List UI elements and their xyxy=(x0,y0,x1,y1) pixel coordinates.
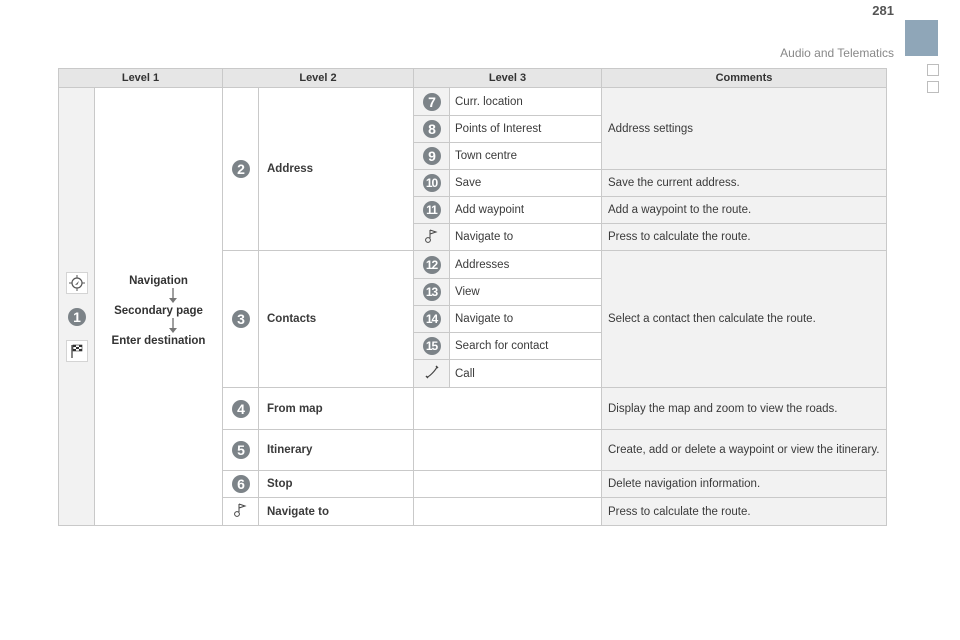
header-level3: Level 3 xyxy=(414,69,602,88)
level2-badge: 2 xyxy=(232,160,250,178)
header-row xyxy=(59,69,887,88)
level3-addresses: Addresses xyxy=(450,251,602,279)
level3-empty xyxy=(414,388,602,430)
level3-badge: 15 xyxy=(423,337,441,355)
comment-stop: Delete navigation information. xyxy=(602,471,887,498)
level2-badge: 3 xyxy=(232,310,250,328)
level2-address: Address xyxy=(259,88,414,251)
level2-badge-cell xyxy=(223,251,259,388)
level3-save: Save xyxy=(450,170,602,197)
comment-navigate-address: Press to calculate the route. xyxy=(602,224,887,251)
checkered-flag-icon xyxy=(66,340,88,362)
level3-navigate-to-contact: Navigate to xyxy=(450,306,602,333)
page-number: 281 xyxy=(872,3,894,18)
section-title: Audio and Telematics xyxy=(780,46,894,60)
level3-town-centre: Town centre xyxy=(450,143,602,170)
level3-badge: 9 xyxy=(423,147,441,165)
level3-badge: 11 xyxy=(423,201,441,219)
level3-badge: 10 xyxy=(423,174,441,192)
comment-save: Save the current address. xyxy=(602,170,887,197)
level3-badge: 12 xyxy=(423,256,441,274)
corner-square-icon xyxy=(927,81,939,93)
level2-badge: 5 xyxy=(232,441,250,459)
level3-view: View xyxy=(450,279,602,306)
level1-menu-path xyxy=(95,88,223,526)
comment-add-waypoint: Add a waypoint to the route. xyxy=(602,197,887,224)
comment-from-map: Display the map and zoom to view the roads. xyxy=(602,388,887,430)
table-row xyxy=(59,88,887,116)
navigate-flag-icon xyxy=(232,501,250,519)
corner-square-icon xyxy=(927,64,939,76)
level3-badge: 7 xyxy=(423,93,441,111)
level3-empty xyxy=(414,430,602,471)
comment-navigate: Press to calculate the route. xyxy=(602,498,887,526)
level1-secondary-page: Secondary page xyxy=(114,304,203,317)
level3-add-waypoint: Add waypoint xyxy=(450,197,602,224)
level3-search-for-contact: Search for contact xyxy=(450,333,602,360)
level2-contacts: Contacts xyxy=(259,251,414,388)
level1-enter-destination: Enter destination xyxy=(111,334,206,347)
phone-handset-icon xyxy=(423,363,441,381)
comment-contacts: Select a contact then calculate the route. xyxy=(602,251,887,388)
navigate-flag-icon xyxy=(423,227,441,245)
comment-address-settings: Address settings xyxy=(602,88,887,170)
level3-empty xyxy=(414,498,602,526)
level3-call: Call xyxy=(450,360,602,388)
level3-badge: 13 xyxy=(423,283,441,301)
level2-badge-cell xyxy=(223,88,259,251)
level2-from-map: From map xyxy=(259,388,414,430)
level3-badge: 14 xyxy=(423,310,441,328)
level2-badge: 4 xyxy=(232,400,250,418)
crosshair-target-icon xyxy=(66,272,88,294)
level2-badge: 6 xyxy=(232,475,250,493)
level2-stop: Stop xyxy=(259,471,414,498)
header-level1: Level 1 xyxy=(59,69,223,88)
level3-navigate-to: Navigate to xyxy=(450,224,602,251)
chapter-tab xyxy=(905,20,938,56)
menu-table xyxy=(58,68,887,526)
arrow-down-icon xyxy=(166,288,180,304)
level3-badge: 8 xyxy=(423,120,441,138)
level2-itinerary: Itinerary xyxy=(259,430,414,471)
level3-points-of-interest: Points of Interest xyxy=(450,116,602,143)
level3-empty xyxy=(414,471,602,498)
level2-navigate-to: Navigate to xyxy=(259,498,414,526)
level3-curr-location: Curr. location xyxy=(450,88,602,116)
level1-navigation: Navigation xyxy=(129,274,188,287)
level1-icon-cell xyxy=(59,88,95,526)
arrow-down-icon xyxy=(166,318,180,334)
header-comments: Comments xyxy=(602,69,887,88)
header-level2: Level 2 xyxy=(223,69,414,88)
comment-itinerary: Create, add or delete a waypoint or view the itinerary. xyxy=(602,430,887,471)
level1-badge: 1 xyxy=(68,308,86,326)
